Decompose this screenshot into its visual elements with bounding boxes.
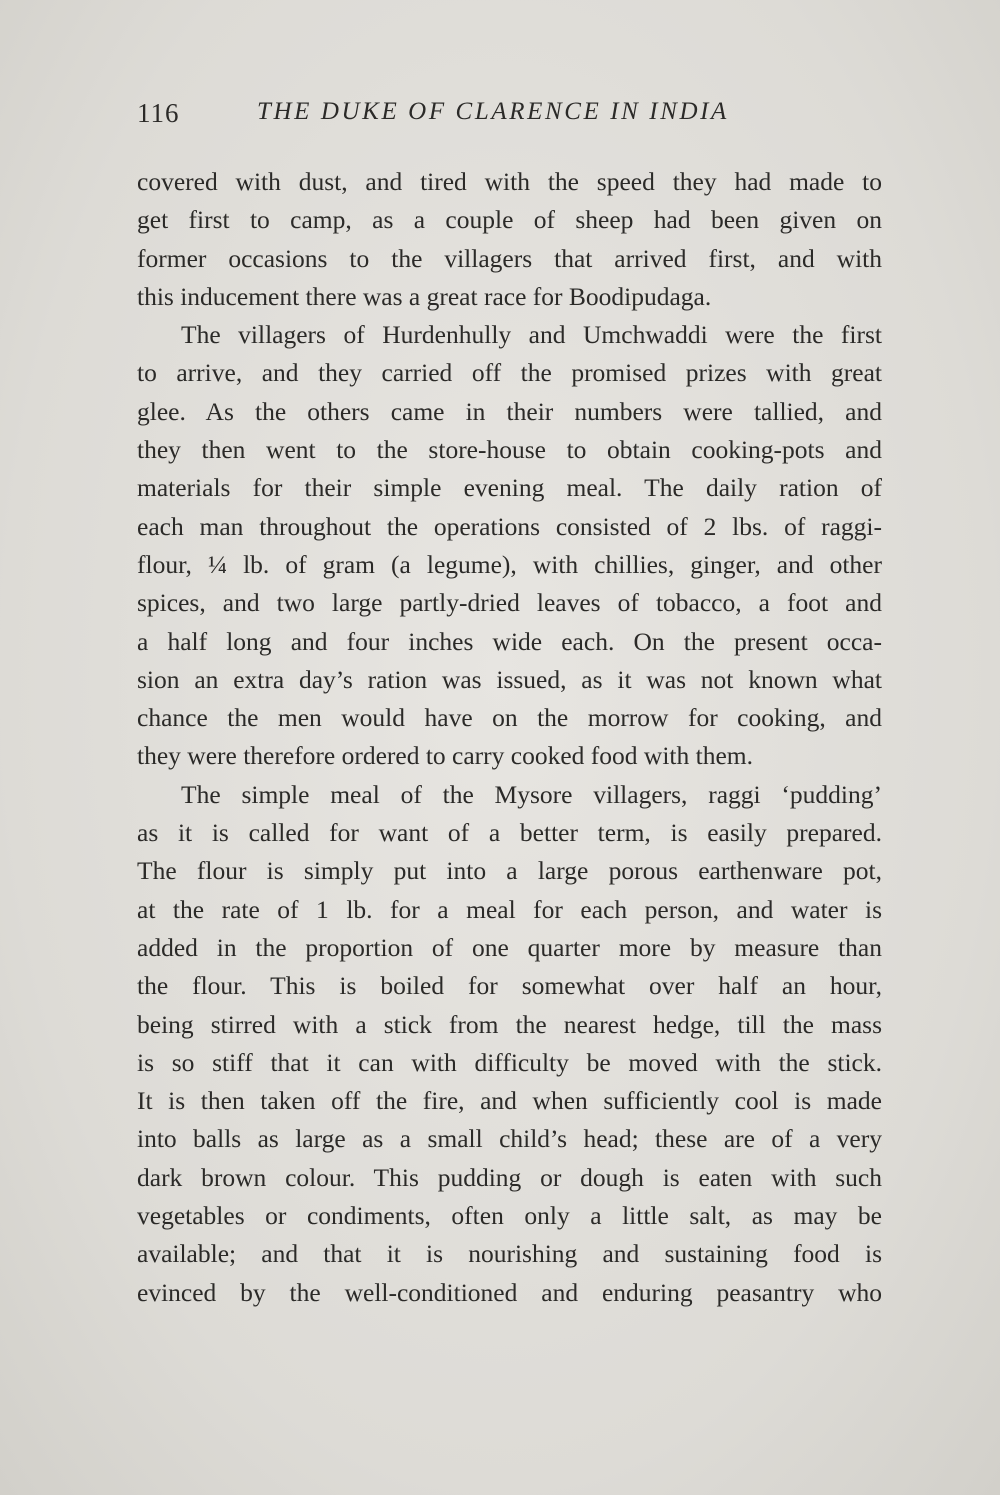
text-line: covered with dust, and tired with the speed they had made to [137, 167, 882, 196]
text-line: materials for their simple evening meal. The daily ration of [137, 473, 882, 503]
text-line: spices, and two large partly-dried leaves of tobacco, a foot and [137, 588, 882, 618]
text-line: get first to camp, as a couple of sheep had been given on [137, 205, 882, 235]
text-line: each man throughout the operations consisted of 2 lbs. of raggi- [137, 511, 882, 541]
text-line: as it is called for want of a better term, is easily prepared. [137, 818, 882, 848]
page-number: 116 [137, 98, 180, 128]
text-line: The villagers of Hurdenhully and Umchwaddi were the first [181, 320, 882, 350]
running-head [137, 98, 882, 138]
text-line: a half long and four inches wide each. On the present occa- [137, 626, 882, 656]
text-line: to arrive, and they carried off the promised prizes with great [137, 358, 882, 388]
text-line: into balls as large as a small child’s head; these are of a very [137, 1124, 882, 1154]
running-title: THE DUKE OF CLARENCE IN INDIA [257, 98, 729, 125]
text-line: evinced by the well-conditioned and enduring peasantry who [137, 1277, 882, 1307]
text-line: being stirred with a stick from the nearest hedge, till the mass [137, 1009, 882, 1039]
text-line: sion an extra day’s ration was issued, as it was not known what [137, 664, 882, 694]
body-text [137, 163, 882, 1312]
text-line: the flour. This is boiled for somewhat over half an hour, [137, 971, 882, 1001]
text-line: glee. As the others came in their numbers were tallied, and [137, 396, 882, 426]
text-line: at the rate of 1 lb. for a meal for each person, and water is [137, 894, 882, 924]
text-line: added in the proportion of one quarter more by measure than [137, 932, 882, 962]
text-line: It is then taken off the fire, and when sufficiently cool is made [137, 1086, 882, 1116]
text-line: chance the men would have on the morrow for cooking, and [137, 703, 882, 733]
text-line: is so stiff that it can with difficulty be moved with the stick. [137, 1047, 882, 1077]
text-line: they were therefore ordered to carry cooked food with them. [137, 741, 753, 771]
text-line: they then went to the store-house to obtain cooking-pots and [137, 435, 882, 465]
text-line: available; and that it is nourishing and sustaining food is [137, 1239, 882, 1269]
text-line: former occasions to the villagers that arrived first, and with [137, 243, 882, 273]
text-line: flour, ¼ lb. of gram (a legume), with chillies, ginger, and other [137, 549, 882, 579]
text-line: The flour is simply put into a large porous earthenware pot, [137, 856, 882, 886]
text-line: this inducement there was a great race for Boodipudaga. [137, 281, 712, 311]
text-line: The simple meal of the Mysore villagers, raggi ‘pudding’ [181, 779, 882, 809]
text-line: vegetables or condiments, often only a little salt, as may be [137, 1201, 882, 1231]
text-line: dark brown colour. This pudding or dough is eaten with such [137, 1162, 882, 1192]
